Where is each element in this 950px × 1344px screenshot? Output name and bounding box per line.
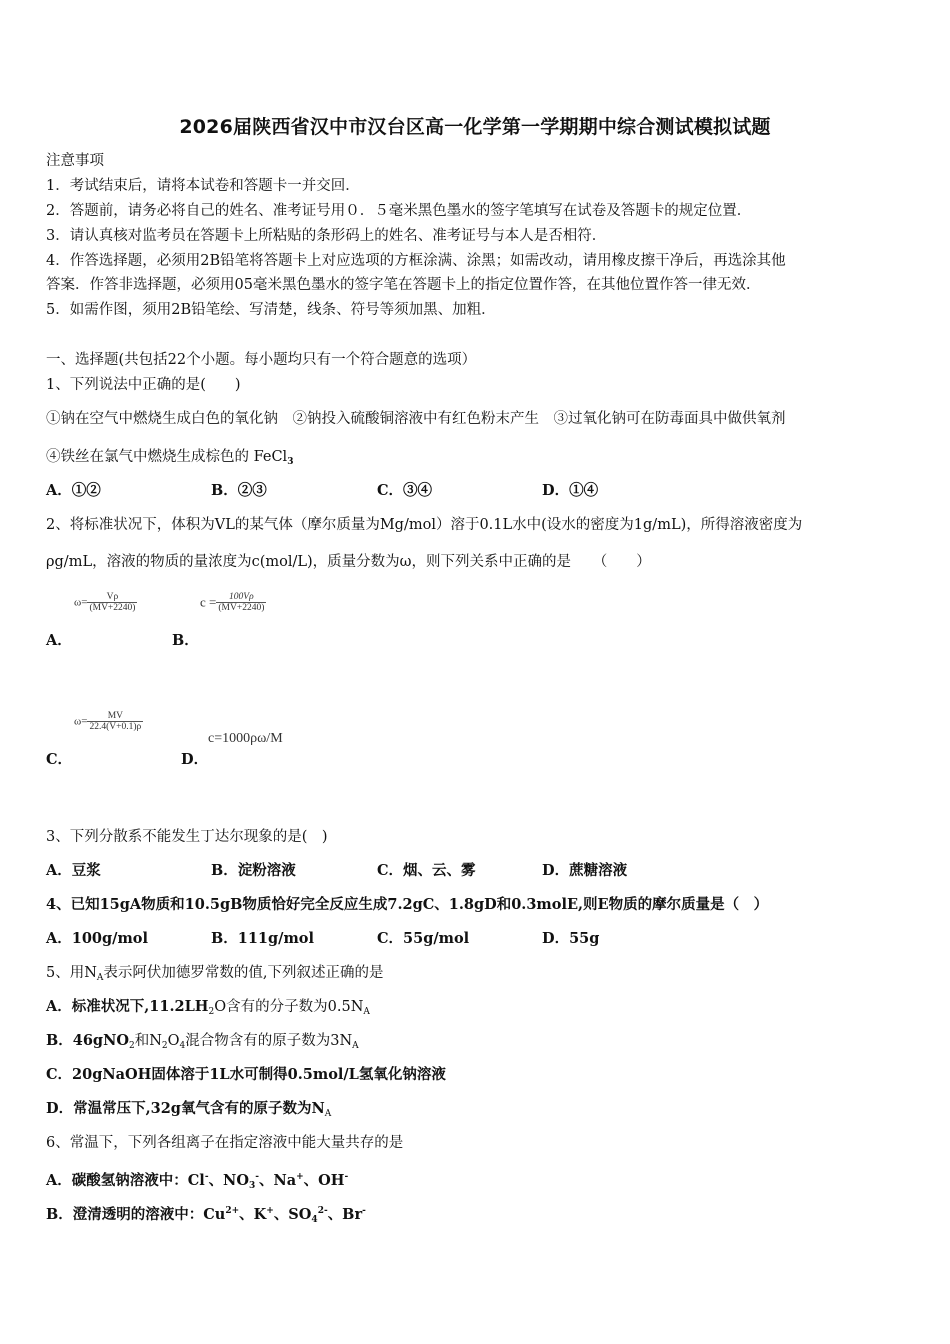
q5-stem-a: 5、用N [46, 965, 97, 981]
q6-a-s3: + [296, 1172, 304, 1182]
formula-c-num: MV [87, 711, 143, 722]
q4-option-a: A．100g/mol [46, 930, 148, 947]
q5-b-sub4: A [352, 1041, 359, 1051]
q6-b-3: 、SO [273, 1206, 312, 1223]
formula-a-den: (MV+2240) [89, 603, 136, 613]
q2-formula-d: c=1000ρω/M [208, 731, 283, 746]
q2-formula-c [74, 711, 143, 732]
q5-b-1: B．46gNO [46, 1032, 129, 1049]
q3-option-b: B．淀粉溶液 [211, 862, 296, 879]
q5-option-d [46, 1100, 331, 1123]
q3-option-c: C．烟、云、雾 [377, 862, 476, 879]
q4-option-b: B．111g/mol [211, 930, 314, 947]
q3-option-d: D．蔗糖溶液 [542, 862, 628, 879]
q5-d-1: D．常温常压下,32g氧气含有的原子数为N [46, 1100, 325, 1117]
q2-option-d: D． [181, 751, 209, 768]
q5-option-b [46, 1032, 359, 1055]
q1-items-line1: ①钠在空气中燃烧生成白色的氧化钠 ②钠投入硫酸铜溶液中有红色粉末产生 ③过氧化钠可在防毒面具中做供氧剂 [46, 411, 786, 427]
q6-a-s4: - [344, 1172, 349, 1182]
formula-b-num: 100Vρ [216, 592, 266, 603]
q6-b-s1: 2+ [225, 1206, 240, 1216]
notice-line-3: 3．请认真核对监考员在答题卡上所粘贴的条形码上的姓名、准考证号与本人是否相符． [46, 228, 607, 244]
q6-b-b3: 4 [311, 1215, 318, 1225]
q6-option-a [46, 1168, 348, 1195]
notice-line-2: 2．答题前，请务必将自己的姓名、准考证号用０．５毫米黑色墨水的签字笔填写在试卷及答题卡的规定位置． [46, 203, 752, 219]
q5-b-sub3: 4 [179, 1041, 186, 1051]
q2-option-a: A． [46, 632, 72, 649]
q6-a-s1: - [204, 1172, 209, 1182]
q5-b-sub2: 2 [161, 1041, 168, 1051]
q5-b-sub1: 2 [128, 1041, 135, 1051]
formula-b-den: (MV+2240) [218, 603, 265, 613]
q4-option-d: D．55g [542, 930, 600, 947]
q6-b-s3: 2- [317, 1206, 328, 1216]
q5-stem-sub: A [96, 973, 104, 983]
q5-stem [46, 964, 384, 987]
q6-b-4: 、Br [327, 1206, 363, 1223]
q6-b-2: 、K [239, 1206, 267, 1223]
notice-line-1: 1．考试结束后，请将本试卷和答题卡一并交回． [46, 178, 360, 194]
q5-option-c [46, 1066, 446, 1084]
q5-a-2: O含有的分子数为0.5N [214, 999, 364, 1015]
q1-option-c: C．③④ [377, 482, 433, 499]
q6-b-s4: - [362, 1206, 366, 1216]
q5-b-3: O [167, 1033, 180, 1049]
section-heading: 一、选择题(共包括22个小题。每小题均只有一个符合题意的选项） [46, 352, 477, 368]
q1-option-d: D．①④ [542, 482, 599, 499]
page-title: 2026届陕西省汉中市汉台区高一化学第一学期期中综合测试模拟试题 [179, 116, 771, 138]
q6-b-1: B．澄清透明的溶液中：Cu [46, 1206, 226, 1223]
q5-stem-b: 表示阿伏加德罗常数的值,下列叙述正确的是 [103, 965, 384, 981]
q5-a-sub2: A [363, 1007, 370, 1017]
q6-a-4: 、OH [303, 1172, 345, 1189]
notice-line-4: 4．作答选择题，必须用2B铅笔将答题卡上对应选项的方框涂满、涂黑；如需改动，请用橡皮擦干净后，再选涂其他 [46, 253, 786, 269]
notice-line-4-cont: 答案．作答非选择题，必须用05毫米黑色墨水的签字笔在答题卡上的指定位置作答，在其他位置作答一律无效． [46, 277, 761, 293]
formula-c-den: 22.4(V+0.1)ρ [89, 722, 142, 732]
q4-stem: 4、已知15gA物质和10.5gB物质恰好完全反应生成7.2gC、1.8gD和0.3molE,则E物质的摩尔质量是（ ） [46, 896, 769, 913]
q1-stem: 1、下列说法中正确的是( ) [46, 377, 241, 393]
q6-a-1: A．碳酸氢钠溶液中：Cl [46, 1172, 205, 1189]
q1-item4: ④铁丝在氯气中燃烧生成棕色的 FeCl [46, 449, 288, 465]
q5-d-sub: A [324, 1109, 332, 1119]
q5-a-sub1: 2 [208, 1007, 215, 1017]
q6-option-b [46, 1202, 366, 1229]
formula-c-lhs: ω= [74, 715, 88, 728]
q3-option-a: A．豆浆 [46, 862, 101, 879]
q5-option-a [46, 998, 370, 1021]
q6-b-s2: + [266, 1206, 274, 1216]
q5-b-2: 和N [134, 1033, 162, 1049]
q2-stem-line2: ρg/mL，溶液的物质的量浓度为c(mol/L)，质量分数为ω，则下列关系中正确的是 （ ） [46, 554, 651, 570]
q2-stem-line1: 2、将标准状况下，体积为VL的某气体（摩尔质量为Mg/mol）溶于0.1L水中(设水的密度为1g/mL)，所得溶液密度为 [46, 517, 803, 533]
q4-option-c: C．55g/mol [377, 930, 470, 947]
q2-option-c: C． [46, 751, 73, 768]
q2-formula-a [74, 592, 137, 613]
q1-option-b: B．②③ [211, 482, 267, 499]
q6-stem: 6、常温下，下列各组离子在指定溶液中能大量共存的是 [46, 1135, 404, 1151]
q5-c: C．20gNaOH固体溶于1L水可制得0.5mol/L氢氧化钠溶液 [46, 1066, 446, 1083]
formula-a-lhs: ω= [74, 596, 88, 609]
q6-a-3: 、Na [258, 1172, 297, 1189]
q6-a-2: 、NO [208, 1172, 249, 1189]
notice-heading: 注意事项 [46, 153, 104, 169]
q1-option-a: A．①② [46, 482, 101, 499]
q2-formula-b [200, 592, 266, 613]
formula-b-lhs: c = [200, 594, 217, 610]
q1-items-line2 [46, 448, 293, 471]
q5-a-1: A．标准状况下,11.2LH [46, 998, 209, 1015]
q2-option-b: B． [172, 632, 199, 649]
q5-b-4: 混合物含有的原子数为3N [185, 1033, 353, 1049]
formula-a-num: Vρ [87, 592, 137, 603]
q3-stem: 3、下列分散系不能发生丁达尔现象的是( ) [46, 829, 328, 845]
notice-line-5: 5．如需作图，须用2B铅笔绘、写清楚，线条、符号等须加黑、加粗． [46, 302, 496, 318]
q1-item4-sub: 3 [287, 457, 294, 467]
q6-a-b2: 3 [248, 1181, 256, 1191]
q6-a-s2: - [255, 1172, 259, 1182]
